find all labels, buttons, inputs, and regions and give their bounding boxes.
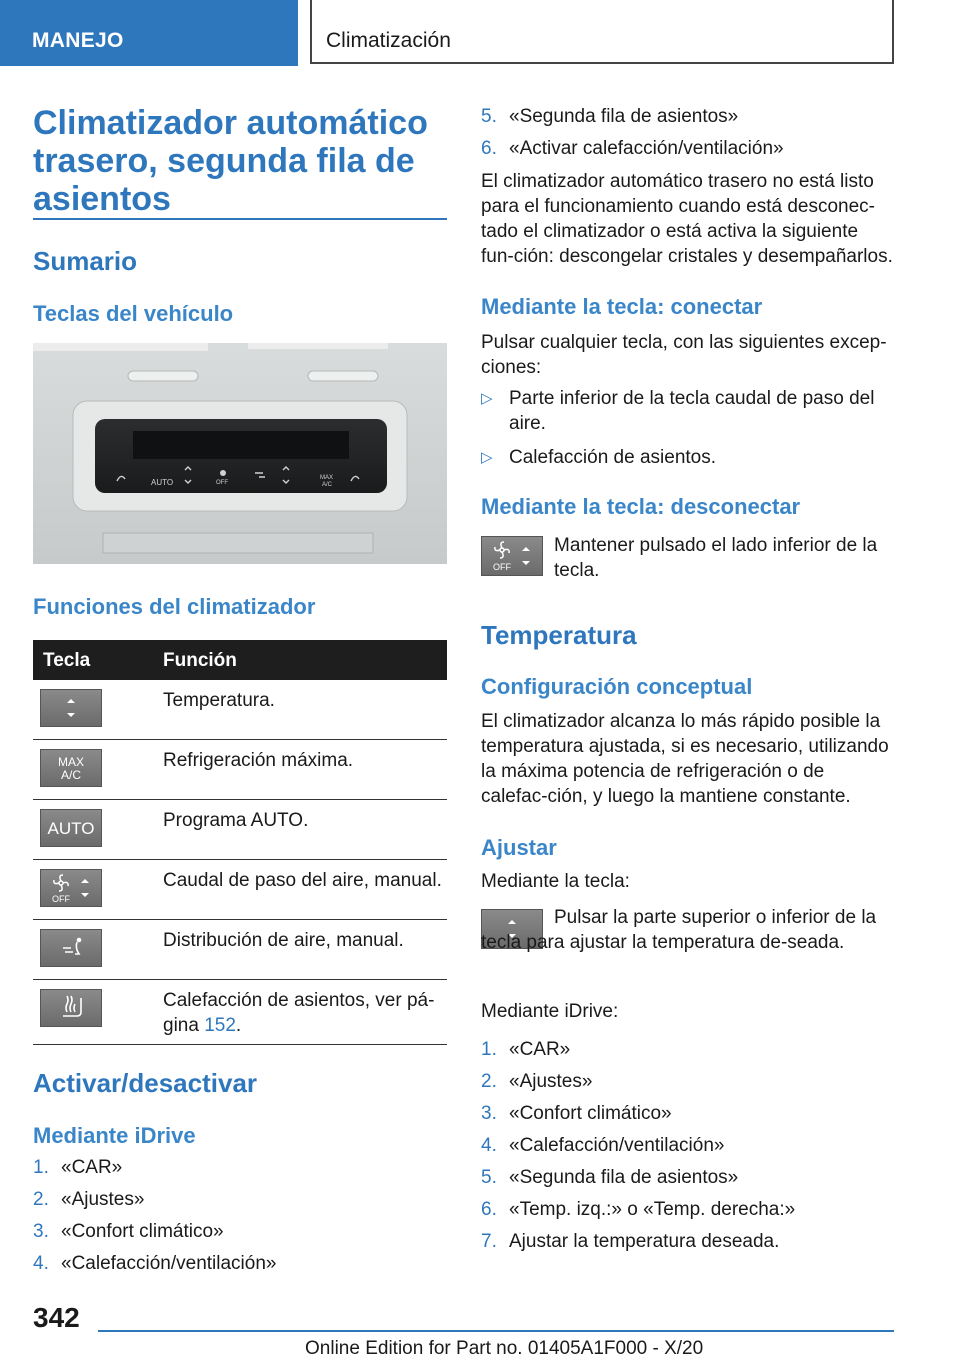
chapter-label: Climatización bbox=[326, 29, 451, 52]
temperature-arrows-icon bbox=[40, 689, 102, 727]
section-tab bbox=[0, 0, 298, 66]
config-text: El climatizador alcanza lo más rápido posible la temperatura ajustada, si es necesario, utilizando la máxima potencia de refrigeración o de calefac-ción, y luego la mantiene constante. bbox=[481, 711, 889, 807]
table-row bbox=[33, 920, 447, 980]
availability-note: El climatizador automático trasero no está listo para el funcionamiento cuando está desconec-tado el climatizador o está activa la siguiente fun-ción: descongelar cristales y desempañarlos. bbox=[481, 171, 893, 267]
idrive-steps-right bbox=[481, 1034, 895, 1258]
fan-off-arrows-icon bbox=[40, 869, 102, 907]
col-tecla: Tecla bbox=[43, 650, 91, 671]
heading-activar: Activar/desactivar bbox=[33, 1068, 258, 1098]
list-item: ▷ Parte inferior de la tecla caudal de paso del aire. bbox=[481, 388, 875, 434]
table-row bbox=[33, 800, 447, 860]
page-number: 342 bbox=[33, 1302, 80, 1333]
list-item: 6. «Activar calefacción/ventilación» bbox=[481, 138, 784, 159]
heading-sumario: Sumario bbox=[33, 246, 138, 276]
panel-max-label: MAX bbox=[320, 475, 334, 481]
list-item: 1. «CAR» bbox=[481, 1039, 571, 1060]
mediante-idrive-text: Mediante iDrive: bbox=[481, 1001, 619, 1022]
list-item: 2. «Ajustes» bbox=[33, 1189, 145, 1210]
function-text: Temperatura. bbox=[163, 690, 275, 711]
list-item: ▷ Calefacción de asientos. bbox=[481, 447, 717, 468]
off-label: OFF bbox=[493, 562, 511, 572]
ac-label: A/C bbox=[60, 768, 82, 782]
idrive-steps-left bbox=[33, 1152, 447, 1280]
table-row bbox=[33, 980, 447, 1045]
table-row bbox=[33, 740, 447, 800]
list-item: 5. «Segunda fila de asientos» bbox=[481, 106, 739, 127]
col-funcion: Función bbox=[163, 650, 237, 671]
seat-heating-suffix: . bbox=[235, 1015, 242, 1036]
heading-teclas: Teclas del vehículo bbox=[33, 301, 234, 326]
heading-funciones: Funciones del climatizador bbox=[33, 594, 316, 619]
fan-off-key-icon bbox=[481, 536, 543, 576]
function-text bbox=[163, 988, 447, 1038]
table-row bbox=[33, 680, 447, 740]
function-text: Distribución de aire, manual. bbox=[163, 930, 404, 951]
chapter-tab bbox=[310, 0, 894, 64]
function-text: Programa AUTO. bbox=[163, 810, 309, 831]
list-item: 2. «Ajustes» bbox=[481, 1071, 593, 1092]
heading-temperatura: Temperatura bbox=[481, 620, 637, 650]
exception-list bbox=[481, 386, 893, 470]
footer-divider bbox=[98, 1330, 894, 1332]
table-row bbox=[33, 860, 447, 920]
auto-icon bbox=[40, 809, 102, 847]
page-link-152[interactable]: 152 bbox=[204, 1015, 236, 1036]
heading-desconectar: Mediante la tecla: desconectar bbox=[481, 494, 801, 519]
function-text: Caudal de paso del aire, manual. bbox=[163, 870, 442, 891]
max-ac-icon bbox=[40, 749, 102, 787]
list-item: 4. «Calefacción/ventilación» bbox=[33, 1253, 277, 1274]
conectar-text: Pulsar cualquier tecla, con las siguientes excep-ciones: bbox=[481, 332, 887, 378]
functions-table bbox=[33, 640, 447, 1045]
panel-off-label: OFF bbox=[216, 480, 228, 486]
list-item: 1. «CAR» bbox=[33, 1157, 123, 1178]
list-item: 7. Ajustar la temperatura deseada. bbox=[481, 1231, 780, 1252]
off-label: OFF bbox=[52, 894, 70, 904]
heading-config: Configuración conceptual bbox=[481, 674, 753, 699]
list-item: 6. «Temp. izq.:» o «Temp. derecha:» bbox=[481, 1199, 796, 1220]
panel-auto-label: AUTO bbox=[151, 478, 174, 487]
mediante-tecla-text: Mediante la tecla: bbox=[481, 871, 630, 892]
section-label: MANEJO bbox=[32, 29, 124, 52]
seat-heating-text: Calefacción de asientos, ver pá-gina bbox=[163, 990, 435, 1036]
page-title: Climatizador automático trasero, segunda fila de asientos bbox=[33, 104, 428, 218]
panel-ac-label: A/C bbox=[322, 482, 333, 488]
table-header bbox=[33, 640, 447, 680]
air-distribution-icon bbox=[40, 929, 102, 967]
idrive-steps-continued bbox=[481, 101, 895, 165]
heading-mediante-idrive: Mediante iDrive bbox=[33, 1123, 196, 1148]
auto-label: AUTO bbox=[47, 819, 95, 838]
list-item: 3. «Confort climático» bbox=[33, 1221, 224, 1242]
function-text: Refrigeración máxima. bbox=[163, 750, 354, 771]
list-item: 3. «Confort climático» bbox=[481, 1103, 672, 1124]
desconectar-text: Mantener pulsado el lado inferior de la tecla. bbox=[554, 535, 878, 581]
seat-heating-icon bbox=[40, 989, 102, 1027]
edition-info: Online Edition for Part no. 01405A1F000 - X/20 bbox=[305, 1338, 704, 1359]
title-divider bbox=[33, 218, 447, 220]
ajustar-text: Pulsar la parte superior o inferior de la tecla para ajustar la temperatura de-seada. bbox=[481, 907, 877, 953]
control-panel-photo bbox=[33, 343, 447, 564]
heading-conectar: Mediante la tecla: conectar bbox=[481, 294, 763, 319]
heading-ajustar: Ajustar bbox=[481, 835, 557, 860]
list-item: 4. «Calefacción/ventilación» bbox=[481, 1135, 725, 1156]
max-label: MAX bbox=[57, 755, 85, 769]
list-item: 5. «Segunda fila de asientos» bbox=[481, 1167, 739, 1188]
